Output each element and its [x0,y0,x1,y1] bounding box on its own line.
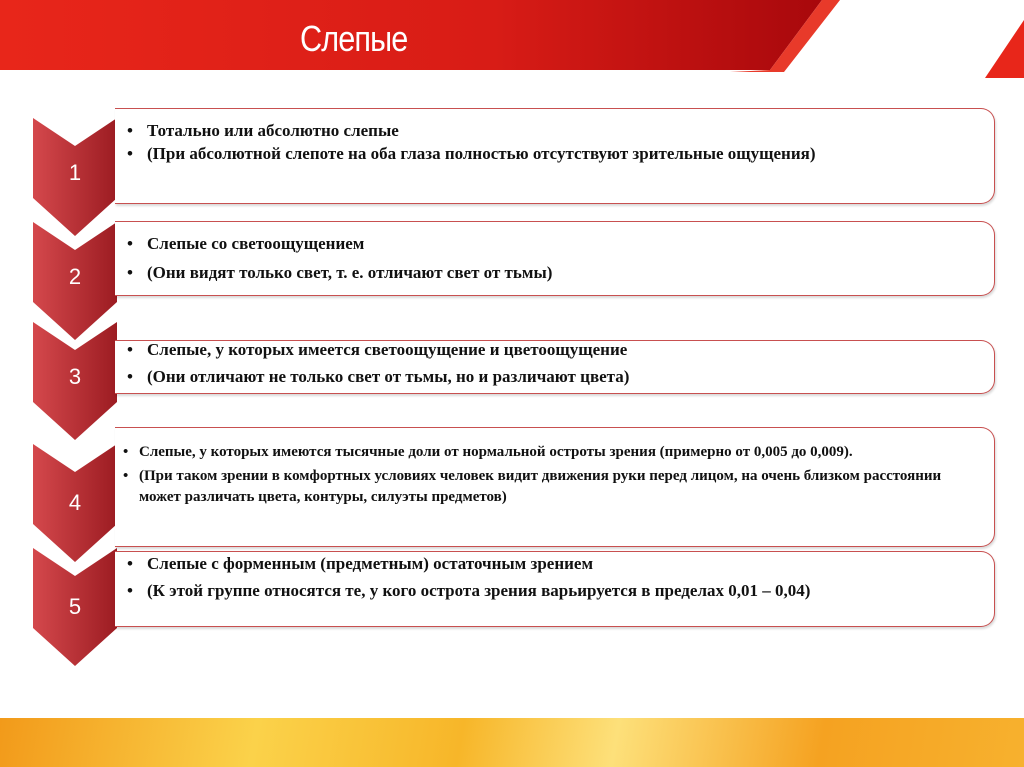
step-4-box [115,427,995,547]
step-1-item: • (При абсолютной слепоте на оба глаза полностью отсутствуют зрительные ощущения) [115,142,984,165]
step-3-number: 3 [68,364,82,389]
step-2-number: 2 [68,264,82,289]
header-banner [0,0,1024,80]
step-5-box [115,551,995,627]
step-2-box [115,221,995,296]
step-1-item: • Тотально или абсолютно слепые [115,119,984,142]
step-5-number: 5 [68,594,82,619]
step-4-number: 4 [68,490,82,515]
step-5-item: • (К этой группе относятся те, у кого острота зрения варьируется в пределах 0,01 – 0,04) [115,579,984,602]
step-1-number: 1 [68,160,82,185]
step-3-box [115,340,995,394]
step-5-item: • Слепые с форменным (предметным) остаточным зрением [115,552,984,575]
footer-decoration [0,718,1024,767]
step-2-item: • (Они видят только свет, т. е. отличают свет от тьмы) [115,261,984,284]
step-4-item: • Слепые, у которых имеются тысячные доли от нормальной остроты зрения (примерно от 0,005 до 0,009). [115,442,984,463]
step-3-item: • (Они отличают не только свет от тьмы, но и различают цвета) [115,365,984,388]
step-1-box [115,108,995,204]
step-3-item: • Слепые, у которых имеется светоощущение и цветоощущение [115,338,984,361]
step-4-item: • (При таком зрении в комфортных условиях человек видит движения руки перед лицом, на очень близком расстоянии может различать цвета, контуры, силуэты предметов) [115,466,984,508]
slide-title: Слепые [300,18,408,59]
step-2-item: • Слепые со светоощущением [115,232,984,255]
